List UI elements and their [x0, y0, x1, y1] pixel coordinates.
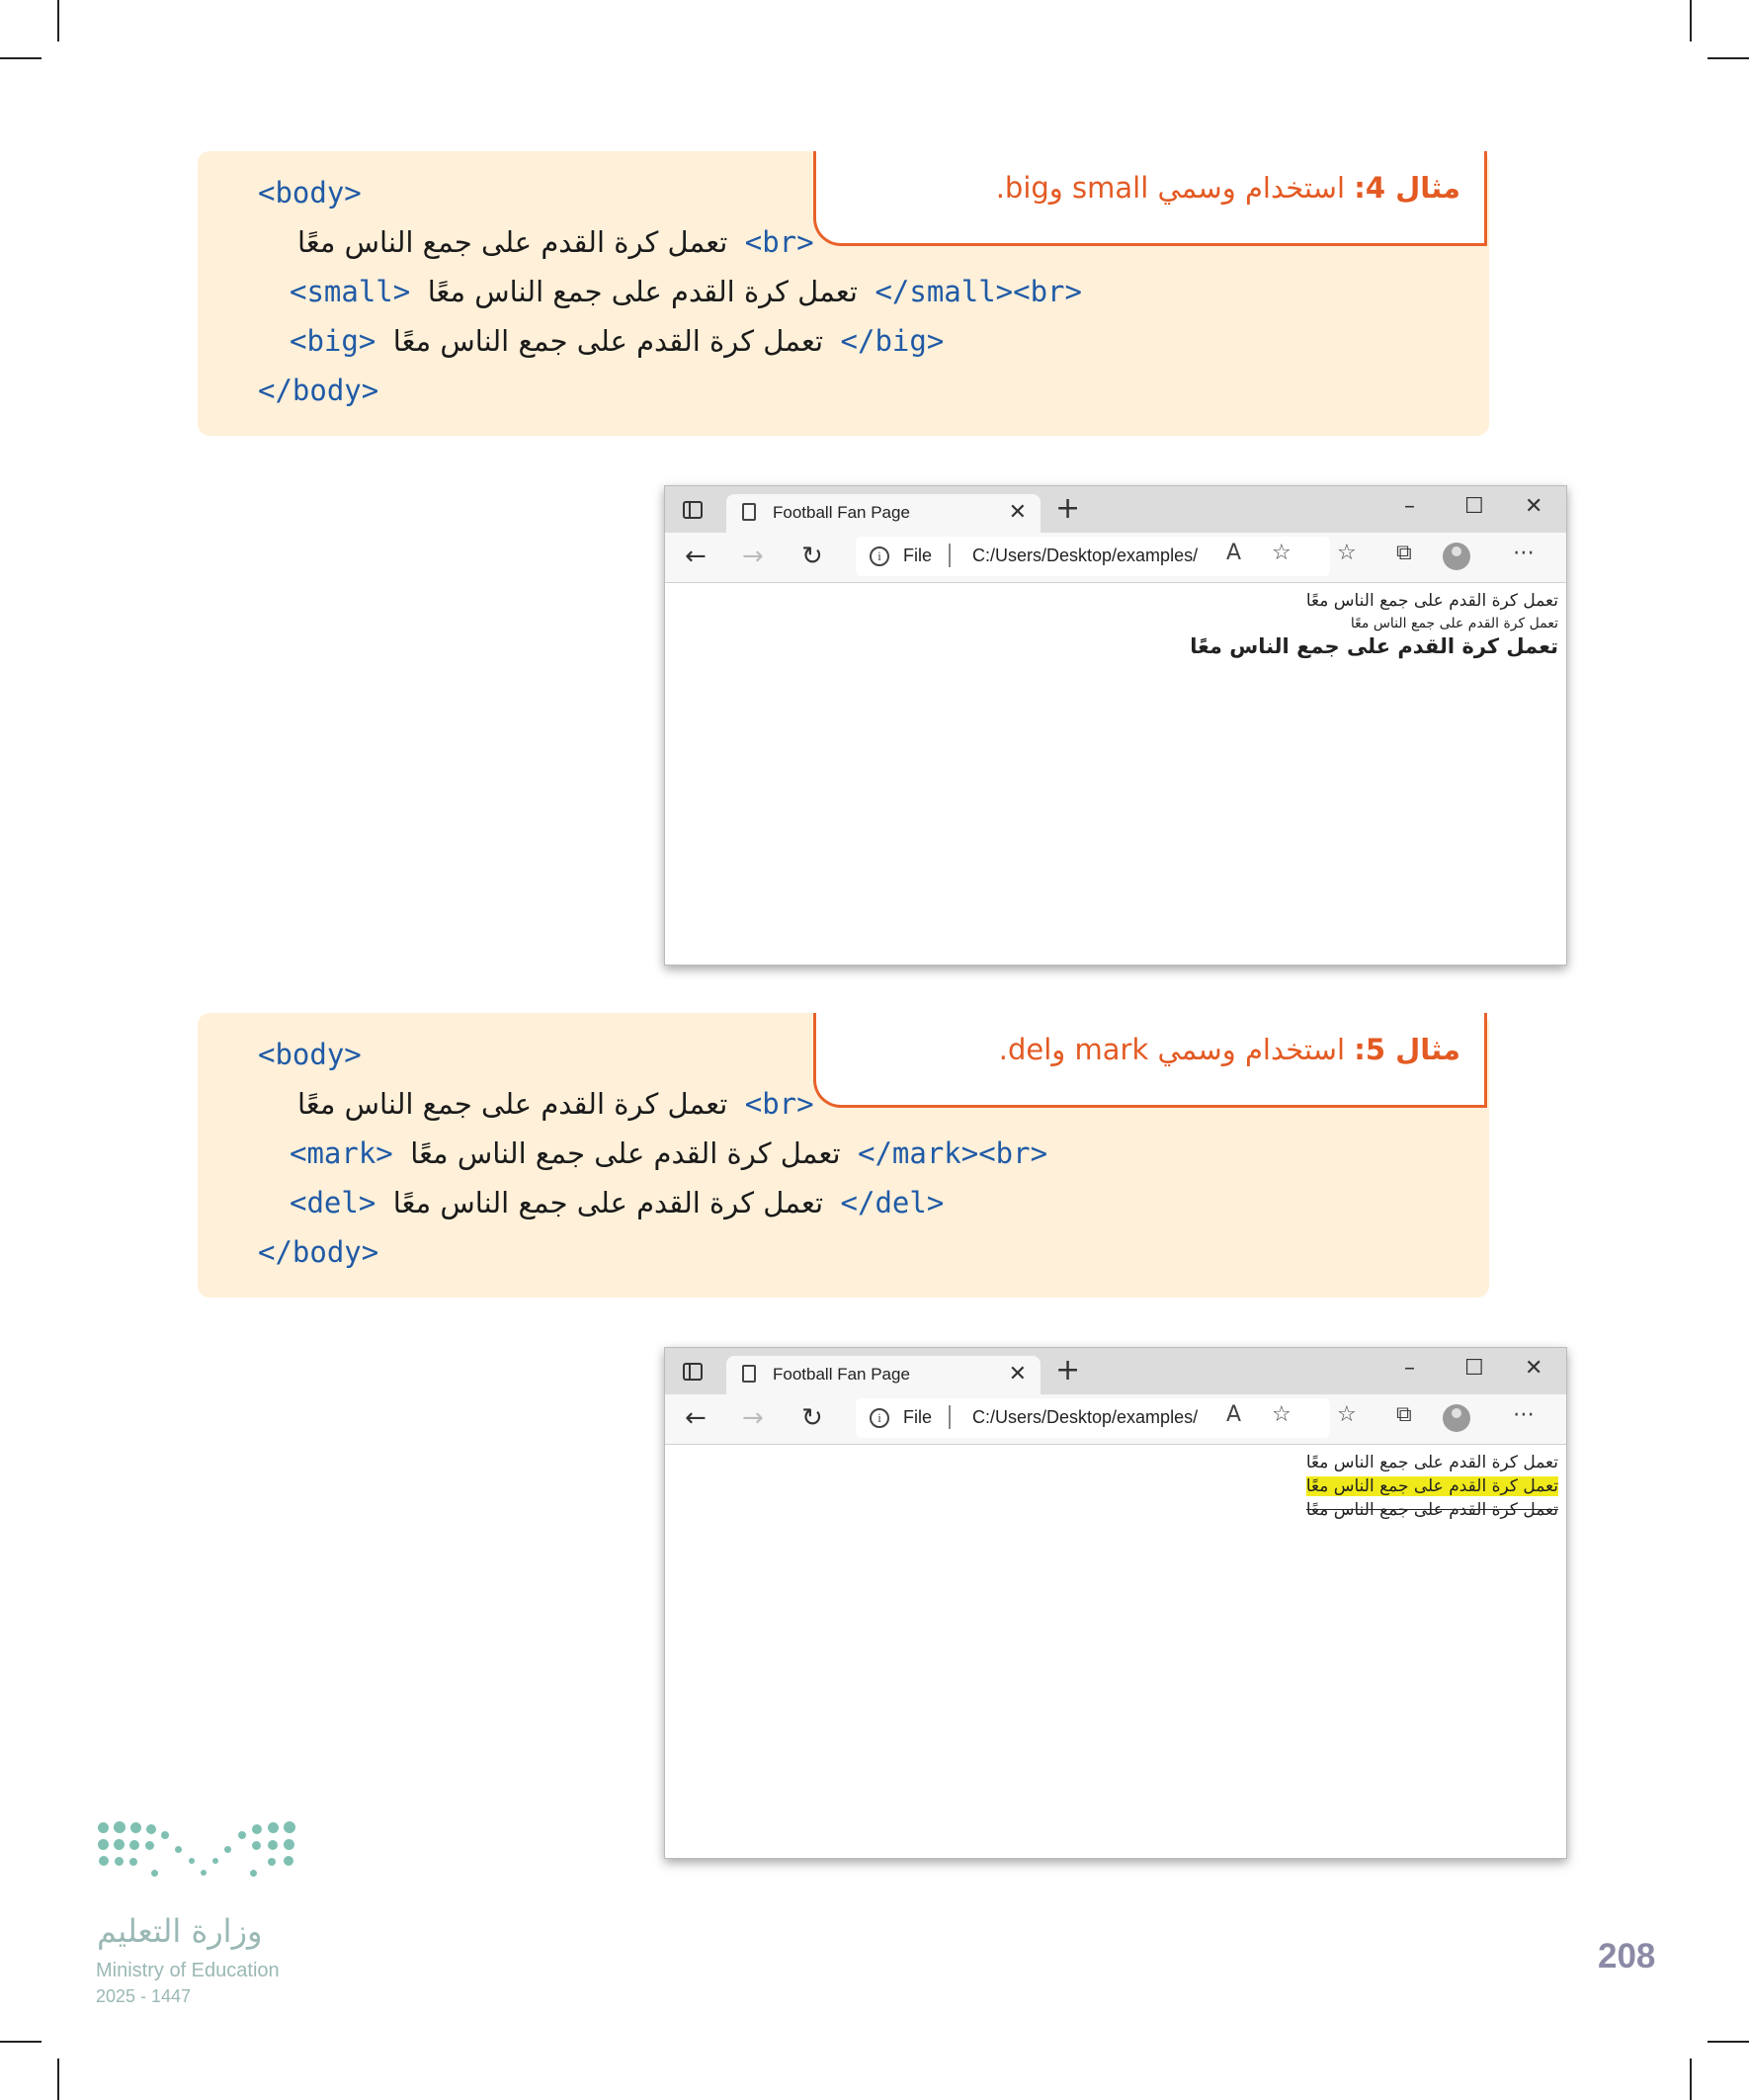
code-tag: </body> — [258, 1235, 379, 1269]
code-line — [290, 1134, 1047, 1173]
example-number: مثال 5: — [1354, 1033, 1460, 1066]
code-line — [290, 321, 944, 361]
output-line-mark: تعمل كرة القدم على جمع الناس معًا — [1305, 1476, 1558, 1496]
new-tab-icon[interactable]: + — [1055, 491, 1081, 526]
minimize-icon[interactable]: – — [1404, 494, 1415, 519]
more-options-icon[interactable]: ⋯ — [1513, 541, 1535, 565]
logo-dot — [284, 1856, 293, 1866]
refresh-icon[interactable]: ↻ — [801, 542, 823, 571]
url-text: C:/Users/Desktop/examples/ — [972, 1407, 1199, 1427]
example-title-box — [813, 151, 1487, 246]
logo-dot — [268, 1822, 279, 1833]
logo-dot — [212, 1858, 218, 1864]
code-line — [258, 1232, 378, 1272]
crop-mark — [1707, 2041, 1749, 2043]
logo-dot — [284, 1821, 295, 1833]
add-favorite-icon[interactable]: ☆ — [1272, 1402, 1291, 1427]
logo-dot — [268, 1840, 278, 1850]
forward-arrow-icon[interactable]: → — [742, 542, 764, 571]
browser-toolbar — [665, 533, 1566, 583]
tab-bar — [665, 1348, 1566, 1394]
output-line-big: تعمل كرة القدم على جمع الناس معًا — [1190, 634, 1558, 658]
page-icon — [742, 1365, 756, 1383]
crop-mark — [57, 0, 59, 42]
example-caption: استخدام وسمي mark وdel. — [998, 1033, 1355, 1066]
code-tag: </body> — [258, 374, 379, 407]
crop-mark — [0, 57, 42, 59]
address-divider — [949, 544, 951, 567]
maximize-icon[interactable]: ☐ — [1464, 494, 1484, 519]
crop-mark — [1690, 0, 1692, 42]
url-text: C:/Users/Desktop/examples/ — [972, 546, 1199, 565]
code-tag: <body> — [258, 1038, 362, 1071]
read-aloud-icon[interactable]: A — [1226, 1402, 1242, 1427]
forward-arrow-icon[interactable]: → — [742, 1403, 764, 1433]
logo-dot — [284, 1839, 294, 1850]
code-line — [297, 1084, 814, 1124]
example-number: مثال 4: — [1354, 171, 1460, 205]
file-label: File — [903, 546, 933, 565]
example-title-box — [813, 1013, 1487, 1108]
code-tag: <br> — [744, 1087, 814, 1121]
close-tab-icon[interactable]: ✕ — [1008, 1362, 1027, 1386]
ministry-logo — [94, 1818, 311, 1897]
close-window-icon[interactable]: ✕ — [1525, 494, 1543, 519]
profile-avatar[interactable] — [1443, 543, 1470, 570]
back-arrow-icon[interactable]: ← — [685, 542, 707, 571]
code-tag: </mark><br> — [858, 1136, 1048, 1170]
info-icon[interactable]: i — [870, 1408, 889, 1428]
tab-actions-icon[interactable] — [683, 501, 703, 519]
collections-icon[interactable]: ⧉ — [1396, 1402, 1412, 1427]
code-text: تعمل كرة القدم على جمع الناس معًا — [297, 1087, 728, 1121]
code-tag: <big> — [290, 324, 376, 358]
logo-dot — [252, 1824, 262, 1834]
browser-window — [664, 1347, 1567, 1859]
crop-mark — [0, 2041, 42, 2043]
minimize-icon[interactable]: – — [1404, 1356, 1415, 1381]
browser-tab[interactable] — [726, 494, 1041, 533]
tab-title: Football Fan Page — [773, 503, 910, 522]
logo-dot — [224, 1846, 231, 1853]
browser-toolbar — [665, 1394, 1566, 1445]
code-tag: <br> — [744, 225, 814, 259]
read-aloud-icon[interactable]: A — [1226, 541, 1242, 565]
collections-icon[interactable]: ⧉ — [1396, 541, 1412, 565]
file-label: File — [903, 1407, 933, 1427]
back-arrow-icon[interactable]: ← — [685, 1403, 707, 1433]
add-favorite-icon[interactable]: ☆ — [1272, 541, 1291, 565]
output-line-normal: تعمل كرة القدم على جمع الناس معًا — [1305, 1453, 1558, 1472]
code-text: تعمل كرة القدم على جمع الناس معًا — [297, 225, 728, 259]
profile-avatar[interactable] — [1443, 1404, 1470, 1432]
logo-dot — [114, 1821, 125, 1833]
close-window-icon[interactable]: ✕ — [1525, 1356, 1543, 1381]
close-tab-icon[interactable]: ✕ — [1008, 500, 1027, 525]
info-icon[interactable]: i — [870, 546, 889, 566]
logo-dot — [99, 1856, 109, 1866]
example-title — [999, 1033, 1460, 1066]
favorites-icon[interactable]: ☆ — [1337, 1402, 1357, 1427]
page-icon — [742, 503, 756, 521]
crop-mark — [1690, 2058, 1692, 2100]
maximize-icon[interactable]: ☐ — [1464, 1356, 1484, 1381]
code-line — [290, 272, 1082, 311]
logo-dot — [161, 1831, 169, 1839]
code-tag: </del> — [840, 1186, 945, 1219]
logo-dot — [268, 1858, 276, 1866]
logo-dot — [146, 1824, 156, 1834]
logo-dot — [98, 1822, 109, 1833]
logo-arabic-text: وزارة التعليم — [97, 1912, 263, 1950]
crop-mark — [1707, 57, 1749, 59]
code-tag: <body> — [258, 176, 362, 210]
code-text: تعمل كرة القدم على جمع الناس معًا — [392, 324, 824, 358]
crop-mark — [57, 2058, 59, 2100]
logo-dot — [238, 1831, 246, 1839]
address-bar[interactable] — [856, 1398, 1330, 1438]
code-tag: <mark> — [290, 1136, 393, 1170]
page-content — [665, 1445, 1566, 1858]
logo-dot — [129, 1858, 137, 1866]
browser-window — [664, 485, 1567, 966]
tab-title: Football Fan Page — [773, 1365, 910, 1384]
favorites-icon[interactable]: ☆ — [1337, 541, 1357, 565]
code-line — [297, 222, 814, 262]
code-tag: </small><br> — [874, 275, 1082, 308]
code-tag: <small> — [290, 275, 411, 308]
logo-dot — [252, 1841, 261, 1850]
code-line — [258, 173, 362, 212]
code-text: تعمل كرة القدم على جمع الناس معًا — [410, 1136, 841, 1170]
logo-dot — [201, 1870, 207, 1876]
logo-dot — [114, 1839, 125, 1850]
code-line — [290, 1183, 944, 1222]
output-line-del: تعمل كرة القدم على جمع الناس معًا — [1305, 1500, 1558, 1520]
tab-bar — [665, 486, 1566, 533]
code-tag: </big> — [840, 324, 945, 358]
logo-dot — [145, 1841, 154, 1850]
logo-dot — [115, 1857, 124, 1866]
browser-tab[interactable] — [726, 1356, 1041, 1394]
logo-dot — [98, 1839, 109, 1850]
logo-dot — [189, 1858, 195, 1864]
code-line — [258, 371, 378, 410]
example-title — [996, 171, 1460, 205]
page-number: 208 — [1598, 1937, 1656, 1975]
code-line — [258, 1035, 362, 1074]
code-tag: <del> — [290, 1186, 376, 1219]
output-line-normal: تعمل كرة القدم على جمع الناس معًا — [1305, 591, 1558, 611]
output-line-small: تعمل كرة القدم على جمع الناس معًا — [1350, 616, 1558, 631]
refresh-icon[interactable]: ↻ — [801, 1403, 823, 1433]
more-options-icon[interactable]: ⋯ — [1513, 1402, 1535, 1427]
code-text: تعمل كرة القدم على جمع الناس معًا — [392, 1186, 824, 1219]
code-text: تعمل كرة القدم على جمع الناس معًا — [427, 275, 858, 308]
address-bar[interactable] — [856, 537, 1330, 576]
page-content — [665, 583, 1566, 965]
logo-dot — [130, 1822, 141, 1833]
example-caption: استخدام وسمي small وbig. — [995, 171, 1355, 205]
logo-dot — [129, 1840, 139, 1850]
logo-dot — [175, 1846, 182, 1853]
logo-year-text: 2025 - 1447 — [96, 1986, 192, 2006]
logo-english-text: Ministry of Education — [96, 1960, 280, 1981]
logo-dot — [151, 1870, 158, 1877]
tab-actions-icon[interactable] — [683, 1363, 703, 1381]
address-divider — [949, 1405, 951, 1429]
new-tab-icon[interactable]: + — [1055, 1353, 1081, 1387]
logo-dot — [250, 1870, 257, 1877]
